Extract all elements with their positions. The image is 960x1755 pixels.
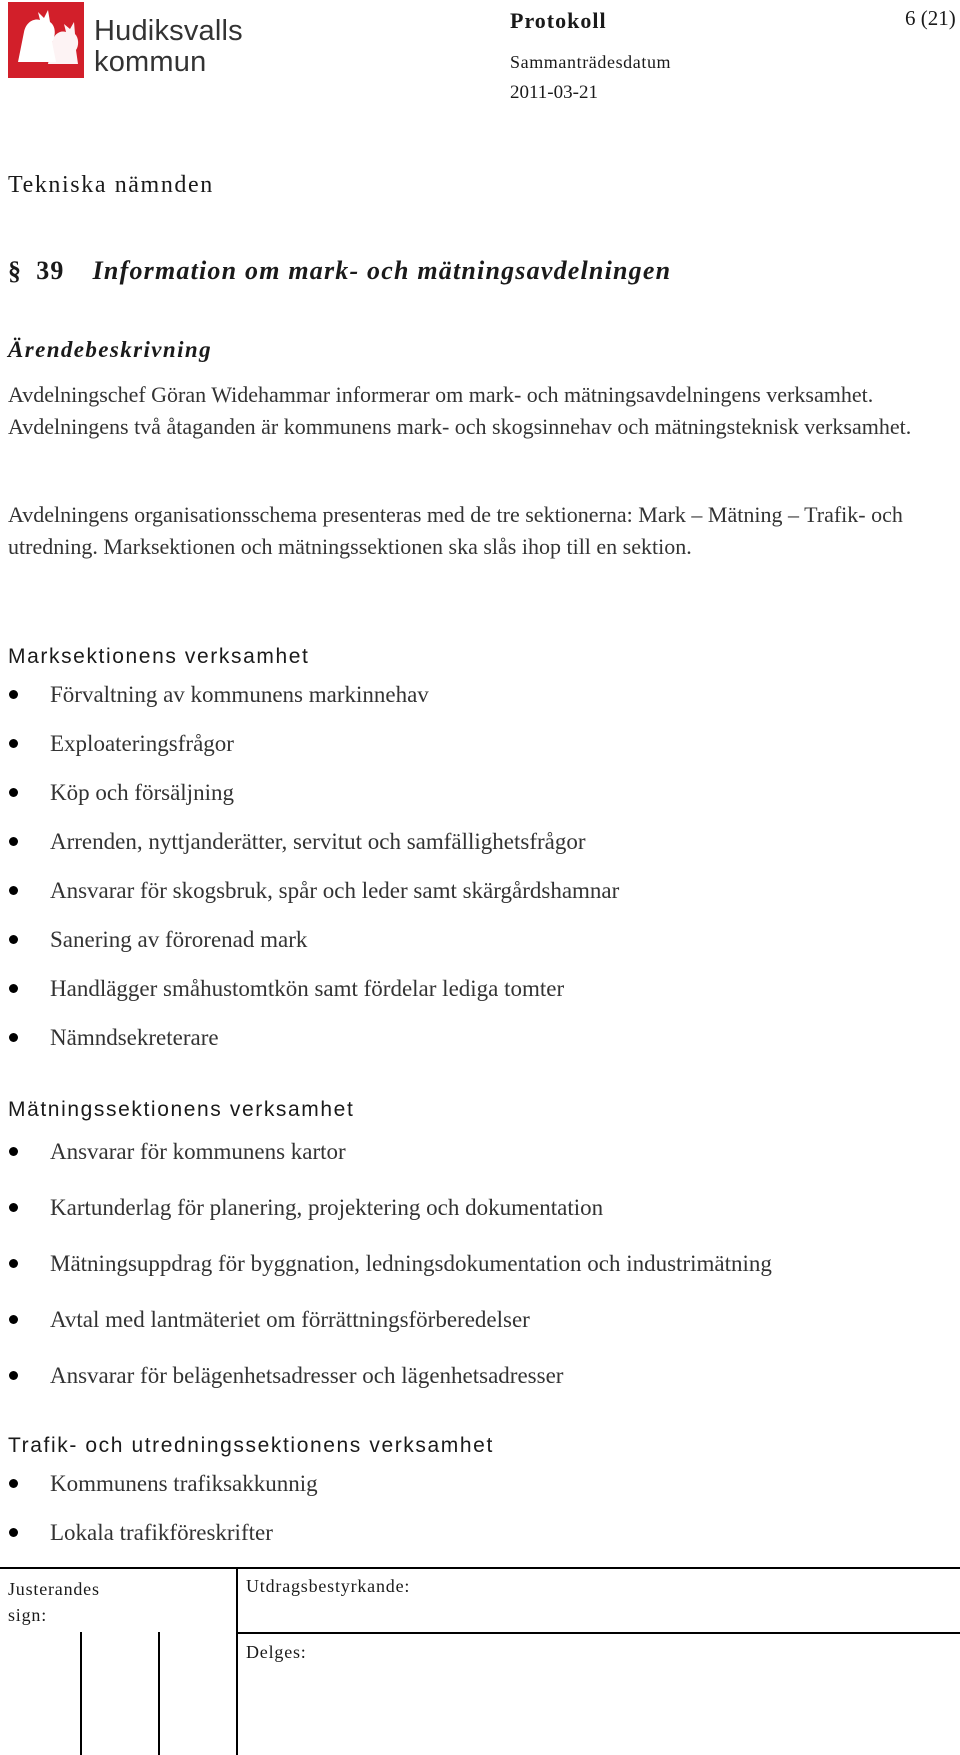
footer-top-rule <box>0 1567 960 1569</box>
list-item <box>8 670 619 719</box>
list-item-text: Ansvarar för belägenhetsadresser och lägenhetsadresser <box>50 1363 564 1388</box>
list-item <box>8 1459 318 1508</box>
list-item <box>8 915 619 964</box>
footer-mid-rule <box>236 1632 960 1634</box>
list-item-text: Mätningsuppdrag för byggnation, ledningsdokumentation och industrimätning <box>50 1251 772 1276</box>
bullet-icon <box>9 886 18 895</box>
list-item-text: Avtal med lantmäteriet om förrättningsförberedelser <box>50 1307 530 1332</box>
goat-emblem-icon <box>8 2 84 78</box>
list-item <box>8 1508 318 1557</box>
list-item <box>8 1124 772 1180</box>
bullet-list-matning <box>8 1124 772 1404</box>
bullet-icon <box>9 984 18 993</box>
signature-cell-divider <box>158 1632 160 1755</box>
bullet-list-trafik <box>8 1459 318 1557</box>
justerandes-sign-label: Justerandes sign: <box>8 1579 100 1625</box>
list-item-text: Ansvarar för skogsbruk, spår och leder samt skärgårdshamnar <box>50 878 620 903</box>
list-item <box>8 817 619 866</box>
bullet-icon <box>9 1033 18 1042</box>
paragraph: Avdelningens organisationsschema presenteras med de tre sektionerna: Mark – Mätning – Trafik- och utredning. Marksektionen och mätningssektionen ska slås ihop till en sektion. <box>8 502 903 559</box>
logo-line-2: kommun <box>94 46 207 78</box>
bullet-icon <box>9 1371 18 1380</box>
list-item-text: Sanering av förorenad mark <box>50 927 308 952</box>
logo-line-1: Hudiksvalls <box>94 15 243 47</box>
section-heading <box>8 256 671 286</box>
bullet-icon <box>9 690 18 699</box>
document-type: Protokoll <box>510 8 607 33</box>
list-item-text: Exploateringsfrågor <box>50 731 234 756</box>
bullet-icon <box>9 1479 18 1488</box>
committee-name: Tekniska nämnden <box>8 172 214 198</box>
utdrag-label: Utdragsbestyrkande: <box>246 1576 411 1596</box>
bullet-list-mark <box>8 670 619 1062</box>
group-heading-matning: Mätningssektionens verksamhet <box>8 1098 355 1121</box>
list-item <box>8 768 619 817</box>
list-item-text: Ansvarar för kommunens kartor <box>50 1139 346 1164</box>
bullet-icon <box>9 1315 18 1324</box>
bullet-icon <box>9 739 18 748</box>
group-heading-mark: Marksektionens verksamhet <box>8 645 310 668</box>
footer-divider <box>236 1567 238 1755</box>
bullet-icon <box>9 1259 18 1268</box>
list-item-text: Förvaltning av kommunens markinnehav <box>50 682 429 707</box>
list-item-text: Köp och försäljning <box>50 780 234 805</box>
list-item-text: Arrenden, nyttjanderätter, servitut och samfällighetsfrågor <box>50 829 586 854</box>
delges-label: Delges: <box>246 1642 307 1662</box>
case-description-heading: Ärendebeskrivning <box>8 337 212 362</box>
bullet-icon <box>9 935 18 944</box>
list-item <box>8 1292 772 1348</box>
bullet-icon <box>9 788 18 797</box>
section-number: 39 <box>36 256 65 285</box>
list-item-text: Handlägger småhustomtkön samt fördelar lediga tomter <box>50 976 565 1001</box>
signature-cell-divider <box>80 1632 82 1755</box>
page-number: 6 (21) <box>905 6 956 30</box>
list-item <box>8 1013 619 1062</box>
municipality-logo <box>8 2 248 78</box>
list-item <box>8 1348 772 1404</box>
logo-wordmark <box>94 16 243 78</box>
list-item <box>8 1236 772 1292</box>
bullet-icon <box>9 1528 18 1537</box>
paragraph: Avdelningschef Göran Widehammar informerar om mark- och mätningsavdelningens verksamhet. Avdelningens två åtaganden är kommunens mark- och skogsinnehav och mätningsteknisk verksamhet. <box>8 382 912 439</box>
list-item <box>8 1180 772 1236</box>
list-item-text: Lokala trafikföreskrifter <box>50 1520 273 1545</box>
bullet-icon <box>9 837 18 846</box>
bullet-icon <box>9 1147 18 1156</box>
list-item-text: Kartunderlag för planering, projektering och dokumentation <box>50 1195 604 1220</box>
section-title: Information om mark- och mätningsavdelningen <box>92 256 672 285</box>
list-item <box>8 719 619 768</box>
list-item <box>8 866 619 915</box>
list-item-text: Nämndsekreterare <box>50 1025 219 1050</box>
list-item <box>8 964 619 1013</box>
meeting-date: 2011-03-21 <box>510 82 598 103</box>
section-sign: § <box>8 256 23 285</box>
group-heading-trafik: Trafik- och utredningssektionens verksamhet <box>8 1434 494 1457</box>
bullet-icon <box>9 1203 18 1212</box>
meeting-date-label: Sammanträdesdatum <box>510 52 672 72</box>
list-item-text: Kommunens trafiksakkunnig <box>50 1471 318 1496</box>
